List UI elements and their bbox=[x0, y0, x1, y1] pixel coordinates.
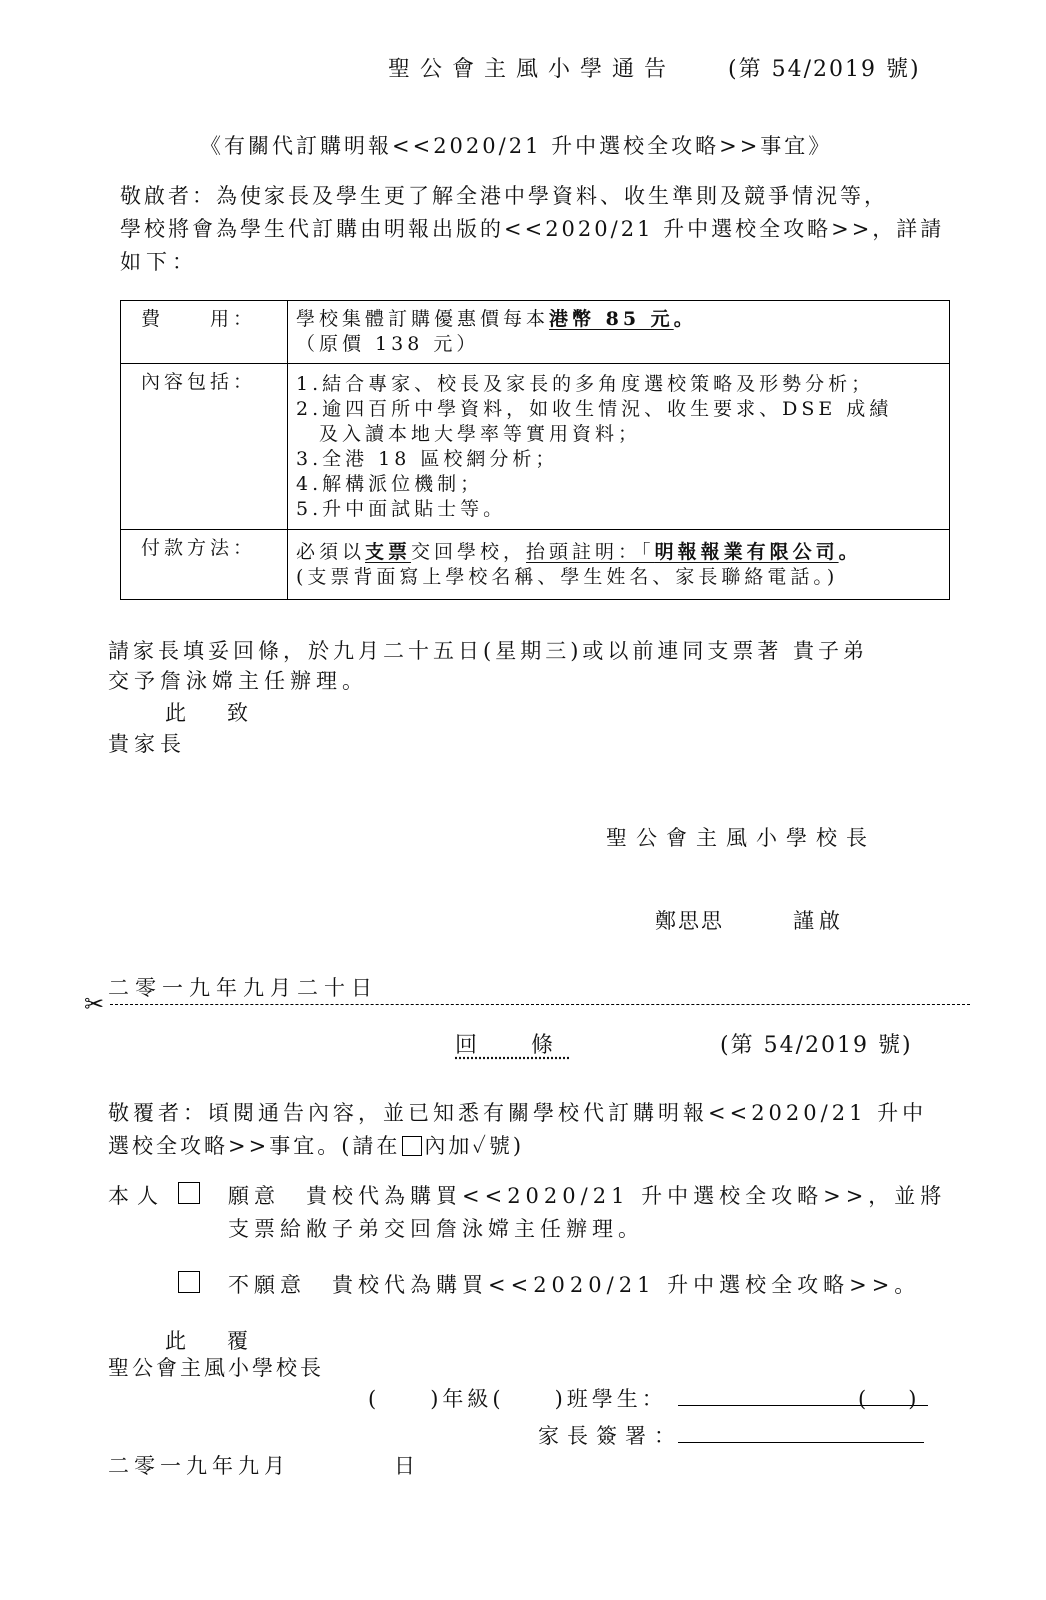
fee-cell bbox=[288, 301, 950, 364]
fee-price: 港幣 85 元 bbox=[549, 308, 674, 330]
signer-title: 聖公會主風小學校長 bbox=[606, 826, 876, 850]
reply-date: 二零一九年九月 日 bbox=[108, 1454, 420, 1478]
content-item: 3.全港 18 區校網分析； bbox=[296, 448, 559, 470]
option-agree-line-1: 願意 貴校代為購買<<2020/21 升中選校全攻略>>，並將 bbox=[228, 1184, 947, 1208]
content-item: 2.逾四百所中學資料，如收生情況、收生要求、DSE 成績 bbox=[296, 398, 893, 420]
notice-title: 聖公會主風小學通告 bbox=[388, 57, 677, 82]
reply-title: 回 條 bbox=[455, 1033, 570, 1058]
content-item: 1.結合專家、校長及家長的多角度選校策略及形勢分析； bbox=[296, 373, 875, 395]
request-line-1: 請家長填妥回條，於九月二十五日(星期三)或以前連同支票著 貴子弟 bbox=[108, 639, 869, 663]
disagree-checkbox[interactable] bbox=[178, 1271, 200, 1293]
fee-label: 費 用： bbox=[121, 301, 288, 364]
agree-checkbox[interactable] bbox=[178, 1182, 200, 1204]
notice-date: 二零一九年九月二十日 bbox=[108, 976, 378, 1000]
option-disagree: 不願意 貴校代為購買<<2020/21 升中選校全攻略>>。 bbox=[228, 1273, 921, 1297]
reply-to: 聖公會主風小學校長 bbox=[108, 1356, 324, 1380]
cut-line bbox=[110, 1004, 970, 1005]
content-item: 4.解構派位機制； bbox=[296, 473, 484, 495]
payment-end: 。 bbox=[838, 541, 862, 563]
notice-subject: 《有關代訂購明報<<2020/21 升中選校全攻略>>事宜》 bbox=[200, 134, 833, 158]
student-label: ( )年級( )班學生： bbox=[368, 1387, 667, 1411]
content-item: 及入讀本地大學率等實用資料； bbox=[296, 423, 642, 445]
reply-number: (第 54/2019 號) bbox=[720, 1033, 913, 1058]
signer-name: 鄭思思 bbox=[655, 909, 724, 933]
intro-line-1: 敬啟者：為使家長及學生更了解全港中學資料、收生準則及競爭情況等， bbox=[120, 184, 888, 208]
info-table bbox=[120, 300, 950, 600]
fee-text: 學校集體訂購優惠價每本 bbox=[296, 308, 550, 330]
payment-cell bbox=[288, 530, 950, 600]
student-number-field: ( ) bbox=[858, 1387, 917, 1411]
closing-to: 貴家長 bbox=[108, 732, 186, 756]
instruction-box bbox=[402, 1136, 422, 1156]
parent-signature-label: 家長簽署： bbox=[538, 1424, 683, 1448]
reply-line-2-pre: 選校全攻略>>事宜。(請在 bbox=[108, 1134, 401, 1158]
payment-cheque: 支票 bbox=[365, 541, 412, 563]
content-item: 5.升中面試貼士等。 bbox=[296, 498, 507, 520]
payment-mid: 交回學校， bbox=[411, 541, 527, 563]
reply-line-2 bbox=[108, 1130, 524, 1160]
content-cell bbox=[288, 364, 950, 530]
fee-original: （原價 138 元） bbox=[296, 333, 480, 355]
notice-number: (第 54/2019 號) bbox=[728, 57, 921, 82]
reply-me: 本人 bbox=[108, 1184, 166, 1208]
payment-payee: 明報報業有限公司 bbox=[654, 541, 839, 563]
reply-line-2-post: 內加✓號) bbox=[424, 1134, 525, 1158]
closing-ci: 此 致 bbox=[165, 701, 258, 725]
intro-line-3: 如下： bbox=[120, 250, 198, 274]
request-line-2: 交予詹泳嫦主任辦理。 bbox=[108, 669, 368, 693]
content-label: 內容包括： bbox=[121, 364, 288, 530]
payment-payee-label: 抬頭註明：「 bbox=[526, 541, 655, 563]
reply-line-1: 敬覆者：頃閱通告內容，並已知悉有關學校代訂購明報<<2020/21 升中 bbox=[108, 1101, 928, 1125]
reply-ci: 此 覆 bbox=[165, 1329, 258, 1353]
scissors-icon: ✂ bbox=[84, 990, 105, 1018]
intro-line-2: 學校將會為學生代訂購由明報出版的<<2020/21 升中選校全攻略>>，詳請 bbox=[120, 217, 945, 241]
option-agree-line-2: 支票給敝子弟交回詹泳嫦主任辦理。 bbox=[228, 1217, 644, 1241]
payment-label: 付款方法： bbox=[121, 530, 288, 600]
payment-pre: 必須以 bbox=[296, 541, 366, 563]
payment-note: (支票背面寫上學校名稱、學生姓名、家長聯絡電話。) bbox=[296, 566, 839, 588]
parent-signature-field[interactable] bbox=[678, 1442, 924, 1443]
signer-word: 謹啟 bbox=[793, 909, 845, 933]
fee-end: 。 bbox=[673, 308, 697, 330]
